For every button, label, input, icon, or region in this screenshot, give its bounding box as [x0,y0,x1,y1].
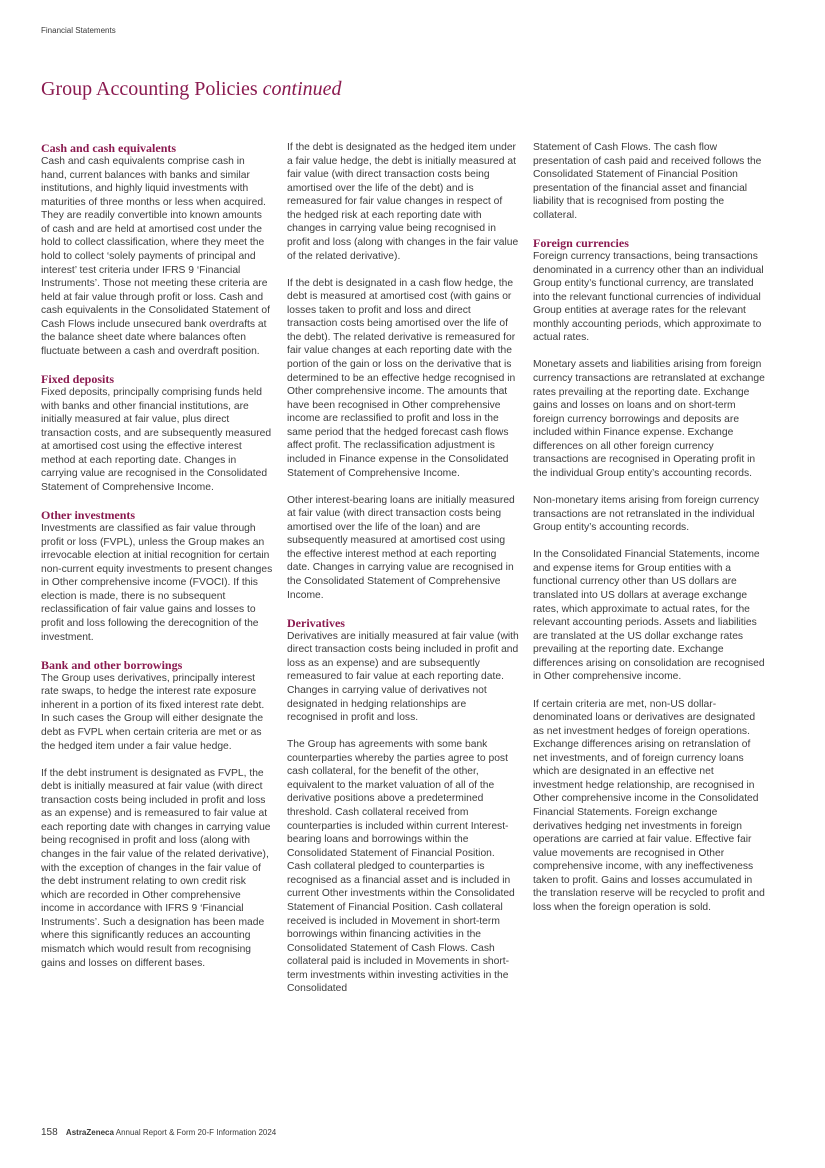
page-title-main: Group Accounting Policies [41,78,258,100]
report-name: Annual Report & Form 20-F Information 2024 [115,1128,277,1137]
paragraph: In the Consolidated Financial Statements, income and expense items for Group entities with a functional currency other than US dollars are translated into US dollars at average exchange rates, which approximate to actual rates, for the relevant accounting periods. Assets and liabilities are translated at the US dollar exchange rates prevailing at the reporting date. Exchange differences arising on consolidation are recognised in Other comprehensive income. [533,549,765,683]
heading-bank-borrowings: Bank and other borrowings [41,657,183,672]
heading-derivatives: Derivatives [287,615,345,630]
page-title-continued: continued [262,78,342,100]
column-3 [533,141,765,928]
page-footer [41,1127,276,1138]
page-title [41,78,342,101]
heading-other-investments: Other investments [41,508,136,523]
brand-name: AstraZeneca [65,1128,114,1137]
page-number: 158 [41,1127,58,1138]
paragraph: Non-monetary items arising from foreign currency transactions are not retranslated in the individual Group entity’s accounting records. [533,495,760,534]
section-label: Financial Statements [41,26,116,35]
heading-foreign-currencies: Foreign currencies [533,235,629,250]
paragraph: Cash and cash equivalents comprise cash in hand, current balances with banks and similar institutions, and highly liquid investments with maturities of three months or less when acquired. They are readily convertible into known amounts of cash and are held at amortised cost under the hold to collect classification, where they meet the hold to collect ‘solely payments of principal and interest’ test criteria under IFRS 9 ‘Financial Instruments’. Those not meeting these criteria are held at fair value through profit or loss. Cash and cash equivalents in the Consolidated Statement of Cash Flows include unsecured bank overdrafts at the balance sheet date where balances often fluctuate between a cash and overdraft position. [41,156,270,357]
paragraph: If the debt is designated as the hedged item under a fair value hedge, the debt is initially measured at fair value (with direct transaction costs being amortised over the life of the debt) and is remeasured for fair value changes in respect of the hedged risk at each reporting date with changes in carrying value being recognised in profit and loss (along with changes in the fair value of the related derivative). [287,142,519,262]
column-2 [287,141,519,1009]
paragraph: Monetary assets and liabilities arising from foreign currency transactions are retranslated at exchange rates prevailing at the reporting date. Exchange gains and losses on loans and on short-term foreign currency borrowings and deposits are included within Finance expense. Exchange differences on all other foreign currency transactions are recognised in Operating profit in the individual Group entity’s accounting records. [533,359,765,479]
column-1 [41,141,273,984]
paragraph: If the debt is designated in a cash flow hedge, the debt is measured at amortised cost (with gains or losses taken to profit and loss and direct transaction costs being amortised over the life of the debt). The related derivative is remeasured for fair value changes at each reporting date with the portion of the gain or loss on the derivative that is determined to be an effective hedge recognised in Other comprehensive income. The amounts that have been recognised in Other comprehensive income are reclassified to profit and loss in the same period that the hedged forecast cash flows affect profit. The reclassification adjustment is included in Finance expense in the Consolidated Statement of Comprehensive Income. [287,277,516,479]
heading-cash-equivalents: Cash and cash equivalents [41,141,177,155]
paragraph: If the debt instrument is designated as FVPL, the debt is initially measured at fair value (with direct transaction costs being included in profit and loss as an expense) and is remeasured to fair value at each reporting date with changes in carrying value being recognised in profit and loss (along with changes in the fair value of the related derivative), with the exception of changes in the fair value of the debt instrument relating to own credit risk which are recorded in Other comprehensive income in accordance with IFRS 9 ‘Financial Instruments’. Such a designation has been made where this significantly reduces an accounting mismatch which would result from recognising gains and losses on different bases. [41,767,271,969]
paragraph: Investments are classified as fair value through profit or loss (FVPL), unless the Group makes an irrevocable election at initial recognition for certain non-current equity investments to present changes in Other comprehensive income (FVOCI). If this election is made, there is no subsequent reclassification of fair value gains and losses to profit and loss following the derecognition of the investment. [41,523,273,643]
paragraph: The Group has agreements with some bank counterparties whereby the parties agree to post cash collateral, for the benefit of the other, equivalent to the market valuation of all of the derivative positions above a predetermined threshold. Cash collateral received from counterparties is included within current Interest-bearing loans and borrowings within the Consolidated Statement of Financial Position. Cash collateral pledged to counterparties is recognised as a financial asset and is included in current Other investments within the Consolidated Statement of Financial Position. Cash collateral received is included in Movement in short-term borrowings within financing activities in the Consolidated Statement of Cash Flows. Cash collateral paid is included in Movements in short-term investments within investing activities in the Consolidated [287,739,515,995]
heading-fixed-deposits: Fixed deposits [41,372,115,386]
paragraph: Other interest-bearing loans are initially measured at fair value (with direct transaction costs being amortised over the life of the loan) and are subsequently measured at amortised cost using the effective interest method at each reporting date. Changes in carrying value are recognised in the Consolidated Statement of Comprehensive Income. [287,494,515,601]
paragraph: Statement of Cash Flows. The cash flow presentation of cash paid and received follows the Consolidated Statement of Financial Position presentation of the financial asset and financial liability that is recognised from posting the collateral. [533,142,762,221]
paragraph: The Group uses derivatives, principally interest rate swaps, to hedge the interest rate exposure inherent in a portion of its fixed interest rate debt. In such cases the Group will either designate the debt as FVPL when certain criteria are met or as the hedged item under a fair value hedge. [41,672,265,752]
paragraph: If certain criteria are met, non-US dollar-denominated loans or derivatives are designated as net investment hedges of foreign operations. Exchange differences arising on retranslation of net investments, and of foreign currency loans which are designated in an effective net investment hedge relationship, are recognised in Other comprehensive income in the Consolidated Financial Statements. Foreign exchange derivatives hedging net investments in foreign operations are carried at fair value. Effective fair value movements are recognised in Other comprehensive income, with any ineffectiveness taken to profit. Gains and losses accumulated in the translation reserve will be recycled to profit and loss when the foreign operation is sold. [533,698,765,913]
paragraph: Derivatives are initially measured at fair value (with direct transaction costs being included in profit and loss as an expense) and are subsequently remeasured to fair value at each reporting date. Changes in carrying value of derivatives not designated in hedging relationships are recognised in profit and loss. [287,630,519,724]
paragraph: Fixed deposits, principally comprising funds held with banks and other financial institutions, are initially measured at fair value, plus direct transaction costs, and are subsequently measured at amortised cost using the effective interest method at each reporting date. Changes in carrying value are recognised in the Consolidated Statement of Comprehensive Income. [41,387,272,493]
paragraph: Foreign currency transactions, being transactions denominated in a currency other than an individual Group entity’s functional currency, are translated into the relevant functional currencies of individual Group entities at average rates for the relevant monthly accounting periods, which approximate to actual rates. [533,250,764,344]
